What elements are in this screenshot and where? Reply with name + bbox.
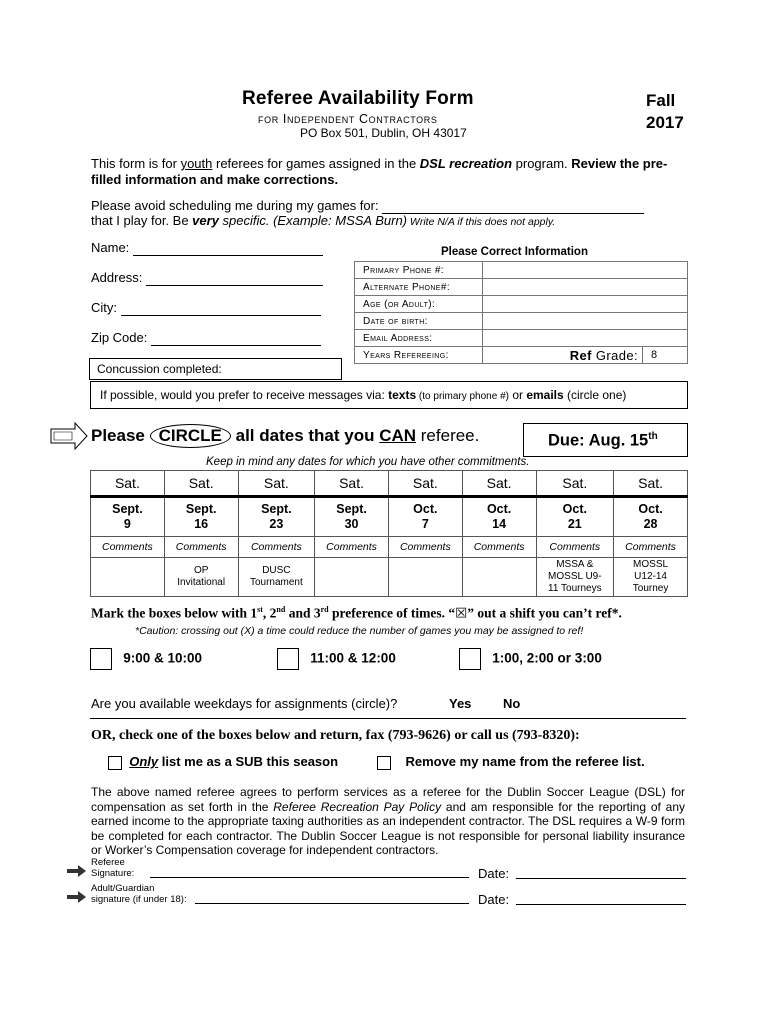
ref-grade-value[interactable]: 8 bbox=[643, 347, 688, 364]
youth-text: youth bbox=[180, 156, 213, 171]
year: 2017 bbox=[646, 113, 684, 132]
day-header: Sat. bbox=[164, 471, 238, 497]
comments-label: Comments bbox=[315, 537, 389, 558]
messages-preference: If possible, would you prefer to receive messages via: texts (to primary phone #) or emails (circle one) bbox=[100, 388, 627, 402]
time-option-3[interactable]: 1:00, 2:00 or 3:00 bbox=[459, 648, 602, 670]
day-header: Sat. bbox=[614, 471, 688, 497]
time-option-1[interactable]: 9:00 & 10:00 bbox=[90, 648, 202, 670]
name-row: Name: bbox=[91, 240, 323, 256]
zip-row: Zip Code: bbox=[91, 330, 321, 346]
comments-label: Comments bbox=[238, 537, 315, 558]
crossed-box-icon: ☒ bbox=[455, 605, 468, 622]
arrow-right-icon bbox=[67, 865, 87, 877]
comments-label: Comments bbox=[164, 537, 238, 558]
comment-cell[interactable]: MOSSL U12-14 Tourney bbox=[614, 558, 688, 597]
info-value-cell[interactable] bbox=[483, 296, 688, 313]
comment-cell[interactable] bbox=[462, 558, 536, 597]
concussion-label: Concussion completed: bbox=[97, 362, 222, 376]
name-field[interactable] bbox=[133, 243, 323, 256]
referee-signature-line[interactable] bbox=[150, 877, 469, 878]
season-label bbox=[646, 90, 684, 134]
emails-option[interactable]: emails bbox=[526, 388, 564, 402]
date-cell[interactable]: Oct. 28 bbox=[614, 497, 688, 537]
guardian-date-line[interactable] bbox=[516, 904, 686, 905]
sub-option[interactable]: Only list me as a SUB this season bbox=[108, 754, 338, 770]
referee-date-line[interactable] bbox=[516, 878, 686, 879]
info-value-cell[interactable] bbox=[483, 313, 688, 330]
comments-label: Comments bbox=[462, 537, 536, 558]
comment-cell[interactable]: MSSA & MOSSL U9- 11 Tourneys bbox=[536, 558, 614, 597]
day-header: Sat. bbox=[315, 471, 389, 497]
date-cell[interactable]: Sept. 23 bbox=[238, 497, 315, 537]
comment-cell[interactable] bbox=[388, 558, 462, 597]
ref-grade-label: Ref Grade: bbox=[483, 347, 643, 364]
city-row: City: bbox=[91, 300, 321, 316]
info-label: Date of birth: bbox=[355, 313, 483, 330]
comments-label: Comments bbox=[614, 537, 688, 558]
date-cell[interactable]: Oct. 7 bbox=[388, 497, 462, 537]
day-header: Sat. bbox=[536, 471, 614, 497]
info-value-cell[interactable] bbox=[483, 262, 688, 279]
time-option-2[interactable]: 11:00 & 12:00 bbox=[277, 648, 396, 670]
weekdays-yes[interactable]: Yes bbox=[449, 696, 472, 711]
comments-label: Comments bbox=[388, 537, 462, 558]
comments-label: Comments bbox=[91, 537, 165, 558]
comments-label: Comments bbox=[536, 537, 614, 558]
due-date-box bbox=[523, 423, 688, 457]
preference-instruction: Mark the boxes below with 1st, 2nd and 3rd preference of times. “☒” out a shift you can’t ref*. bbox=[91, 605, 622, 622]
guardian-signature-line[interactable] bbox=[195, 903, 469, 904]
info-label: Alternate Phone#: bbox=[355, 279, 483, 296]
info-heading: Please Correct Information bbox=[441, 246, 588, 258]
or-check-instruction: OR, check one of the boxes below and return, fax (793-9626) or call us (793-8320): bbox=[91, 728, 580, 743]
day-header: Sat. bbox=[91, 471, 165, 497]
divider bbox=[90, 718, 686, 719]
commitments-note: Keep in mind any dates for which you have other commitments. bbox=[206, 456, 530, 468]
dates-table bbox=[90, 470, 688, 597]
form-title: Referee Availability Form bbox=[242, 88, 474, 109]
info-value-cell[interactable] bbox=[483, 330, 688, 347]
due-date: Due: Aug. 15th bbox=[548, 431, 658, 450]
form-subtitle: for Independent Contractors bbox=[258, 112, 438, 126]
info-label: Age (or Adult): bbox=[355, 296, 483, 313]
caution-note: *Caution: crossing out (X) a time could reduce the number of games you may be assigned to ref! bbox=[135, 625, 584, 637]
weekdays-question: Are you available weekdays for assignments (circle)? bbox=[91, 696, 398, 711]
guardian-signature-label: Adult/Guardian signature (if under 18): bbox=[91, 883, 187, 905]
dsl-recreation: DSL recreation bbox=[419, 156, 513, 171]
date-cell[interactable]: Sept. 16 bbox=[164, 497, 238, 537]
avoid-scheduling-line2: that I play for. Be very specific. (Example: MSSA Burn) Write N/A if this does not apply. bbox=[91, 213, 556, 228]
city-field[interactable] bbox=[121, 303, 321, 316]
remove-checkbox[interactable] bbox=[377, 756, 391, 770]
sub-checkbox[interactable] bbox=[108, 756, 122, 770]
day-header: Sat. bbox=[388, 471, 462, 497]
na-note: Write N/A if this does not apply. bbox=[407, 216, 556, 228]
mailing-address: PO Box 501, Dublin, OH 43017 bbox=[300, 126, 467, 140]
time-checkbox-2[interactable] bbox=[277, 648, 299, 670]
time-checkbox-1[interactable] bbox=[90, 648, 112, 670]
date-cell[interactable]: Sept. 30 bbox=[315, 497, 389, 537]
info-table bbox=[354, 261, 688, 364]
time-checkbox-3[interactable] bbox=[459, 648, 481, 670]
arrow-right-icon bbox=[49, 421, 89, 451]
arrow-right-icon bbox=[67, 891, 87, 903]
comment-cell[interactable] bbox=[91, 558, 165, 597]
info-label: Years Refereeing: bbox=[355, 347, 483, 364]
date-cell[interactable]: Sept. 9 bbox=[91, 497, 165, 537]
comment-cell[interactable] bbox=[315, 558, 389, 597]
info-label: Primary Phone #: bbox=[355, 262, 483, 279]
date-label: Date: bbox=[478, 866, 510, 881]
address-row: Address: bbox=[91, 270, 323, 286]
referee-signature-label: Referee Signature: bbox=[91, 857, 135, 879]
agreement-paragraph: The above named referee agrees to perform services as a referee for the Dublin Soccer League (DSL) for compensation as set forth in the Referee Recreation Pay Policy and am responsible for the reporting of any earned income to the appropriate taxing authorities as an independent contractor. The DSL requires a W-9 form be completed for each contractor. The Dublin Soccer League is not responsible for personal liability insurance or Worker’s Compensation coverage for independent contractors. bbox=[91, 785, 685, 857]
date-label: Date: bbox=[478, 892, 510, 907]
comment-cell[interactable]: DUSC Tournament bbox=[238, 558, 315, 597]
concussion-box[interactable] bbox=[89, 358, 342, 380]
avoid-scheduling: Please avoid scheduling me during my games for: bbox=[91, 198, 691, 214]
day-header: Sat. bbox=[462, 471, 536, 497]
date-cell[interactable]: Oct. 21 bbox=[536, 497, 614, 537]
remove-option[interactable]: Remove my name from the referee list. bbox=[377, 754, 645, 770]
day-header: Sat. bbox=[238, 471, 315, 497]
review-instruction: Review the pre-filled information and make corrections. bbox=[91, 156, 668, 187]
texts-option[interactable]: texts bbox=[388, 388, 417, 402]
intro-paragraph: This form is for youth referees for games assigned in the DSL recreation program. Review the pre-filled information and make corrections. bbox=[91, 156, 668, 187]
zip-field[interactable] bbox=[151, 333, 321, 346]
info-value-cell[interactable] bbox=[483, 279, 688, 296]
weekdays-no[interactable]: No bbox=[503, 696, 521, 711]
address-field[interactable] bbox=[146, 273, 323, 286]
messages-box bbox=[90, 381, 688, 409]
comment-cell[interactable]: OP Invitational bbox=[164, 558, 238, 597]
info-label: Email Address: bbox=[355, 330, 483, 347]
circle-word: CIRCLE bbox=[150, 424, 231, 448]
circle-instruction: Please CIRCLE all dates that you CAN referee. bbox=[91, 424, 479, 448]
date-cell[interactable]: Oct. 14 bbox=[462, 497, 536, 537]
season: Fall bbox=[646, 91, 676, 110]
